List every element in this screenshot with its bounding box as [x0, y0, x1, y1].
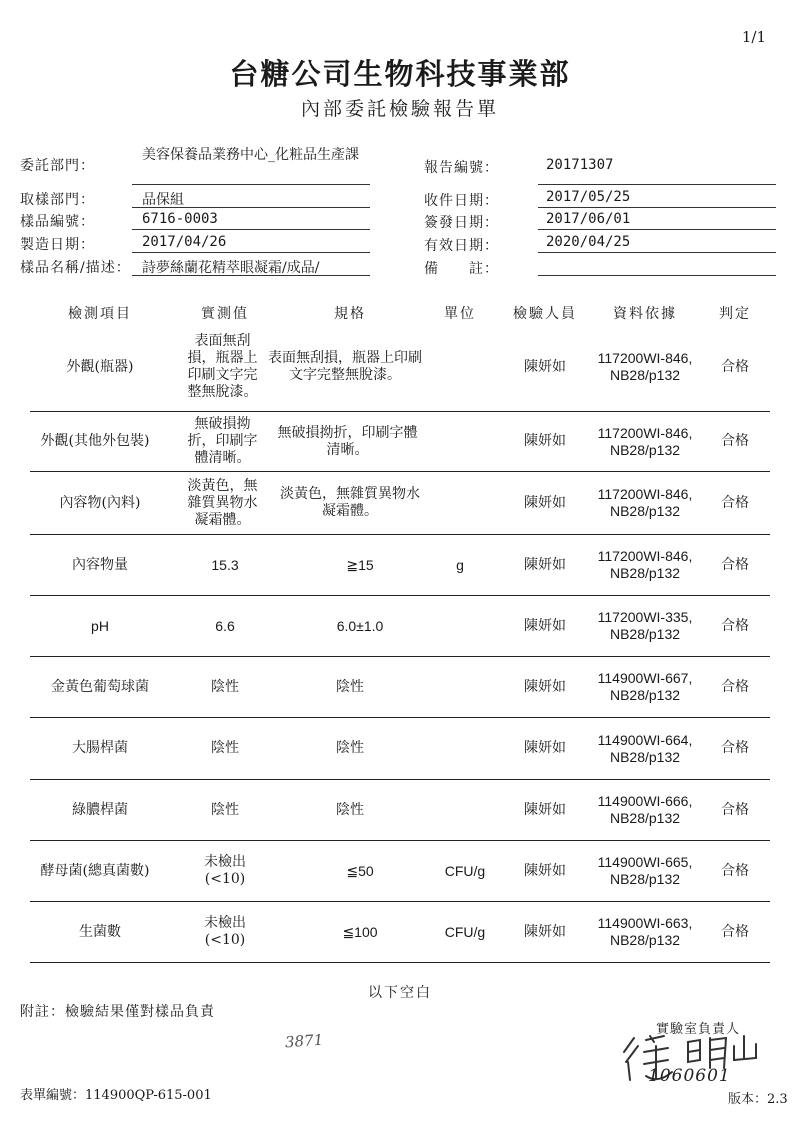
row0-reference: 117200WI-846, NB28/p132 — [597, 350, 693, 383]
row3-item: 內容物量 — [72, 556, 128, 573]
received-date-value: 2017/05/25 — [546, 189, 631, 205]
page-title: 台糖公司生物科技事業部 — [229, 57, 571, 91]
col-header-inspector: 檢驗人員 — [513, 306, 577, 322]
row0-inspector: 陳妍如 — [524, 358, 566, 375]
row9-inspector: 陳妍如 — [524, 923, 566, 940]
row0-unit — [430, 322, 490, 412]
row6-inspector: 陳妍如 — [524, 740, 566, 756]
row4-inspector: 陳妍如 — [524, 617, 566, 634]
row1-reference: 117200WI-846, NB28/p132 — [597, 424, 693, 458]
row5-reference: 114900WI-667, NB28/p132 — [597, 670, 693, 703]
row2-unit — [430, 472, 490, 534]
row6-item: 大腸桿菌 — [72, 740, 128, 756]
col-header-measured: 實測值 — [201, 306, 249, 322]
row7-reference: 114900WI-666, NB28/p132 — [597, 793, 693, 826]
row1-spec: 無破損拗折，印刷字體清晰。 — [277, 424, 418, 458]
row0-measured: 表面無刮損，瓶器上印刷文字完整無脫漆。 — [187, 333, 258, 400]
row5-unit — [430, 657, 490, 717]
row4-unit — [430, 596, 490, 656]
row5-measured: 陰性 — [211, 678, 239, 695]
col-header-result: 判定 — [719, 306, 751, 322]
row6-spec: 陰性 — [336, 740, 364, 756]
row2-result: 合格 — [721, 494, 749, 511]
row9-unit: CFU/g — [444, 923, 486, 940]
row2-reference: 117200WI-846, NB28/p132 — [597, 486, 693, 519]
row8-reference: 114900WI-665, NB28/p132 — [597, 854, 693, 887]
row7-spec: 陰性 — [336, 801, 364, 818]
col-header-item: 檢測項目 — [68, 306, 132, 322]
row6-measured: 陰性 — [211, 740, 239, 756]
row4-spec: 6.0±1.0 — [336, 617, 384, 634]
row7-item: 綠膿桿菌 — [72, 801, 128, 818]
remarks-label: 備 註： — [424, 261, 499, 277]
row9-reference: 114900WI-663, NB28/p132 — [597, 915, 693, 948]
row2-item: 內容物(內料) — [59, 494, 141, 511]
row0-item: 外觀(瓶器) — [66, 358, 134, 375]
handwritten-number: 3871 — [284, 1030, 324, 1052]
row0-result: 合格 — [721, 358, 749, 375]
version: 版本：2.3 — [728, 1092, 788, 1107]
client-dept-value: 美容保養品業務中心_化粧品生產課 — [142, 147, 359, 163]
expiry-date-label: 有效日期： — [424, 238, 499, 254]
row3-inspector: 陳妍如 — [524, 556, 566, 573]
row2-inspector: 陳妍如 — [524, 494, 566, 511]
page-subtitle: 內部委託檢驗報告單 — [300, 98, 499, 120]
row9-result: 合格 — [721, 923, 749, 940]
signature-date: 1060601 — [648, 1066, 731, 1086]
sampling-dept-value: 品保組 — [142, 192, 184, 208]
row9-measured: 未檢出 (<10) — [204, 915, 246, 948]
sample-name-value: 詩夢絲蘭花精萃眼凝霜/成品/ — [142, 260, 320, 276]
row1-unit — [430, 412, 490, 471]
row2-spec: 淡黃色，無雜質異物水凝霜體。 — [280, 486, 420, 519]
form-number: 表單編號：114900QP-615-001 — [20, 1088, 212, 1103]
row4-measured: 6.6 — [215, 617, 235, 634]
row3-measured: 15.3 — [211, 556, 239, 573]
row8-measured: 未檢出 (<10) — [204, 854, 246, 887]
row5-item: 金黃色葡萄球菌 — [51, 678, 149, 695]
mfg-date-label: 製造日期： — [20, 237, 95, 253]
footnote: 附註：檢驗結果僅對樣品負責 — [20, 1004, 215, 1020]
col-header-unit: 單位 — [444, 306, 476, 322]
row8-item: 酵母菌(總真菌數) — [40, 862, 150, 879]
page-number: 1/1 — [741, 28, 766, 46]
row9-item: 生菌數 — [79, 923, 121, 940]
row1-result: 合格 — [721, 433, 749, 449]
issue-date-label: 簽發日期： — [424, 215, 499, 231]
expiry-date-value: 2020/04/25 — [546, 234, 631, 250]
row7-unit — [430, 780, 490, 840]
sample-no-value: 6716-0003 — [142, 211, 218, 227]
client-dept-label: 委託部門： — [20, 158, 95, 174]
row3-unit: g — [456, 556, 464, 573]
report-no-value: 20171307 — [546, 157, 614, 173]
row4-reference: 117200WI-335, NB28/p132 — [597, 609, 693, 642]
row3-spec: ≧15 — [346, 556, 374, 573]
row3-result: 合格 — [721, 556, 749, 573]
row7-result: 合格 — [721, 801, 749, 818]
row0-spec: 表面無刮損，瓶器上印刷文字完整無脫漆。 — [268, 350, 422, 383]
row8-result: 合格 — [721, 862, 749, 879]
report-no-label: 報告編號： — [424, 160, 499, 176]
row8-inspector: 陳妍如 — [524, 862, 566, 879]
row1-inspector: 陳妍如 — [524, 433, 566, 449]
blank-below-note: 以下空白 — [368, 985, 432, 1001]
row8-unit: CFU/g — [444, 862, 486, 879]
row4-result: 合格 — [721, 617, 749, 634]
col-header-spec: 規格 — [334, 306, 366, 322]
sample-no-label: 樣品編號： — [20, 214, 95, 230]
mfg-date-value: 2017/04/26 — [142, 234, 227, 250]
row6-unit — [430, 718, 490, 779]
row1-measured: 無破損拗折，印刷字體清晰。 — [187, 416, 258, 466]
sample-name-label: 樣品名稱/描述： — [20, 260, 131, 276]
received-date-label: 收件日期： — [424, 193, 499, 209]
row5-result: 合格 — [721, 678, 749, 695]
row2-measured: 淡黃色，無雜質異物水凝霜體。 — [187, 477, 258, 528]
row3-reference: 117200WI-846, NB28/p132 — [597, 548, 693, 581]
row6-reference: 114900WI-664, NB28/p132 — [597, 731, 693, 765]
row1-item: 外觀(其他外包裝) — [40, 433, 150, 449]
issue-date-value: 2017/06/01 — [546, 211, 631, 227]
col-header-reference: 資料依據 — [613, 306, 677, 322]
row9-spec: ≦100 — [342, 923, 378, 940]
row5-inspector: 陳妍如 — [524, 678, 566, 695]
sampling-dept-label: 取樣部門： — [20, 192, 95, 208]
row6-result: 合格 — [721, 740, 749, 756]
row5-spec: 陰性 — [336, 678, 364, 695]
row8-spec: ≦50 — [346, 862, 374, 879]
row7-measured: 陰性 — [211, 801, 239, 818]
lab-manager-label: 實驗室負責人 — [656, 1022, 741, 1037]
row7-inspector: 陳妍如 — [524, 801, 566, 818]
row4-item: pH — [91, 617, 109, 634]
